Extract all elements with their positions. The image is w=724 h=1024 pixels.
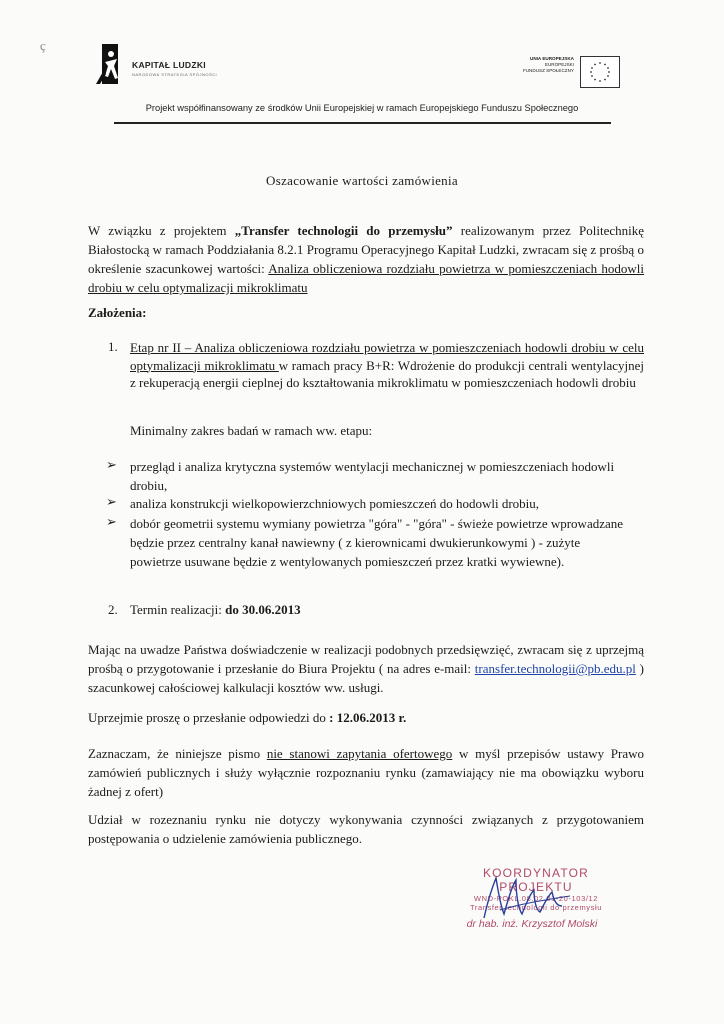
bullet-marker-icon: ➢ bbox=[106, 494, 117, 509]
item-1-number: 1. bbox=[108, 339, 118, 354]
kapital-ludzki-title: KAPITAŁ LUDZKI bbox=[132, 60, 206, 70]
stamp-signatory: dr hab. inż. Krzysztof Molski bbox=[466, 918, 598, 930]
request-paragraph bbox=[88, 640, 644, 697]
bullet-marker-icon: ➢ bbox=[106, 514, 117, 529]
header-divider bbox=[114, 122, 611, 124]
bullet-item: przegląd i analiza krytyczna systemów wentylacji mechanicznej w pomieszczeniach hodowli drobiu, bbox=[130, 459, 615, 493]
project-name: „Transfer technologii do przemysłu” bbox=[234, 223, 453, 238]
email-link[interactable]: transfer.technologii@pb.edu.pl bbox=[474, 661, 636, 676]
legal-note-paragraph bbox=[88, 744, 644, 801]
intro-paragraph bbox=[88, 221, 644, 297]
reply-date: : 12.06.2013 r. bbox=[329, 710, 407, 725]
bullet-item: analiza konstrukcji wielkopowierzchniowych pomieszczeń do hodowli drobiu, bbox=[130, 496, 540, 511]
intro-text-a: W związku z projektem bbox=[88, 223, 235, 238]
deadline-date: do 30.06.2013 bbox=[225, 602, 301, 617]
kapital-ludzki-subtitle: NARODOWA STRATEGIA SPÓJNOŚCI bbox=[132, 72, 218, 77]
stamp-project-name: Transfer technologii do przemysłu bbox=[469, 903, 603, 912]
item-1-description: w ramach pracy B+R: Wdrożenie do produkcji centrali wentylacyjnej z rekuperacją energii cieplnej do kształtowania mikroklimatu w pomieszczeniach hodowli drobiu bbox=[130, 357, 644, 390]
eu-text-block bbox=[523, 56, 574, 75]
assumptions-heading: Założenia: bbox=[88, 305, 147, 320]
stamp-project-number: WND-POKL.08.02.01-20-103/12 bbox=[473, 894, 599, 903]
intro-text-c: realizowanym przez Politechnikę Białostocką w ramach Poddziałania 8.2.1 Programu Operacyjnego Kapitał Ludzki, zwracam się z prośbą o określenie szacunkowej wartości: bbox=[88, 223, 644, 276]
legal-text-c: w myśl przepisów ustawy Prawo zamówień publicznych i służy wyłącznie rozpoznaniu rynku (zamawiający nie ma obowiązku wyboru żadnej z ofert) bbox=[88, 746, 644, 799]
item-1-stage: Etap nr II – Analiza obliczeniowa rozdziału powietrza w pomieszczeniach hodowli drobiu w celu optymalizacji mikroklimatu bbox=[130, 340, 644, 373]
task-subject: Analiza obliczeniowa rozdziału powietrza w pomieszczeniach hodowli drobiu w celu optymalizacji mikroklimatu bbox=[88, 261, 645, 295]
kapital-ludzki-logo-icon bbox=[96, 44, 124, 84]
eu-line-1: UNIA EUROPEJSKA bbox=[530, 56, 574, 61]
reply-deadline-paragraph bbox=[88, 708, 644, 727]
margin-mark: ç bbox=[40, 38, 46, 53]
not-offer-notice: nie stanowi zapytania ofertowego bbox=[266, 746, 453, 761]
bullet-marker-icon: ➢ bbox=[106, 457, 117, 472]
item-2-deadline bbox=[130, 602, 301, 618]
request-text-a: Mając na uwadze Państwa doświadczenie w realizacji podobnych przedsięwzięć, zwracam się z uprzejmą prośbą o przygotowanie i przesłanie do Biura Projektu ( na adres e-mail: bbox=[88, 642, 644, 676]
item-2-number: 2. bbox=[108, 602, 118, 617]
deadline-label: Termin realizacji: bbox=[130, 602, 226, 617]
bullet-item: dobór geometrii systemu wymiany powietrza "góra" - "góra" - świeże powietrze wprowadzane będzie przez centralny kanał nawiewny ( z kierownicami dwukierunkowymi ) - zużyte powietrze usuwane będzie z wentylowanych pomieszczeń przez kratki wywiewne). bbox=[130, 516, 624, 569]
closing-paragraph: Udział w rozeznaniu rynku nie dotyczy wykonywania czynności związanych z przygotowaniem postępowania o udzielenie zamówienia publicznego. bbox=[88, 812, 644, 846]
eu-line-2: EUROPEJSKI bbox=[544, 62, 574, 68]
reply-text: Uprzejmie proszę o przesłanie odpowiedzi do bbox=[88, 710, 330, 725]
cofinancing-statement: Projekt współfinansowany ze środków Unii Europejskiej w ramach Europejskiego Funduszu Społecznego bbox=[145, 103, 579, 113]
stamp-title: KOORDYNATOR PROJEKTU bbox=[482, 866, 590, 894]
eu-line-3: FUNDUSZ SPOŁECZNY bbox=[522, 68, 574, 74]
legal-text-a: Zaznaczam, że niniejsze pismo bbox=[88, 746, 267, 761]
minimal-scope-label: Minimalny zakres badań w ramach ww. etapu: bbox=[130, 423, 373, 438]
request-text-b: ) szacunkowej całościowej kalkulacji kosztów ww. usługi. bbox=[88, 661, 644, 695]
document-title: Oszacowanie wartości zamówienia bbox=[266, 173, 458, 188]
item-1-text bbox=[130, 339, 644, 392]
eu-flag-icon bbox=[580, 56, 620, 88]
